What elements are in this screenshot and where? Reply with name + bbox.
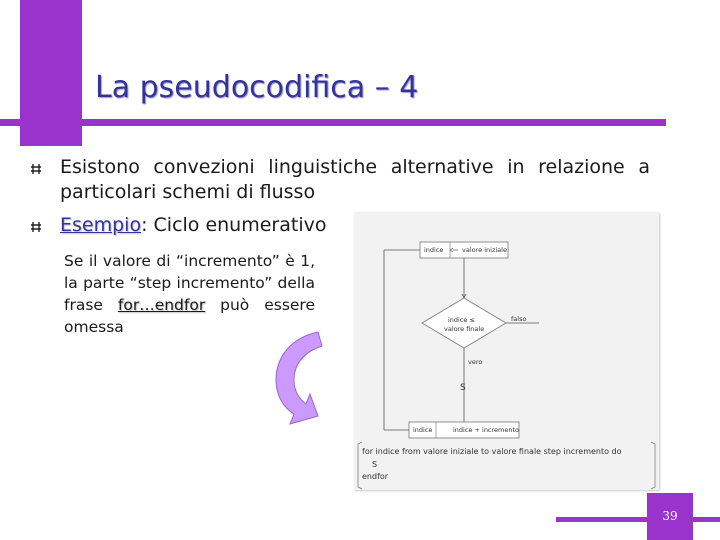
note-line-4: omessa bbox=[64, 318, 124, 336]
svg-text:falso: falso bbox=[511, 315, 527, 323]
example-label: Esempio bbox=[60, 214, 142, 236]
note-line-3: frase for…endfor può essere bbox=[64, 296, 315, 314]
svg-text:vero: vero bbox=[468, 358, 483, 366]
note-line-2: la parte “step incremento” della bbox=[64, 274, 315, 292]
bullet-1-text: Esistono convezioni linguistiche alternative in relazione a particolari schemi di flusso bbox=[60, 156, 650, 203]
svg-text:valore finale: valore finale bbox=[444, 325, 485, 333]
bullet-icon bbox=[31, 221, 41, 233]
code-line-endfor: endfor bbox=[362, 472, 389, 481]
note-text bbox=[64, 250, 315, 338]
flowchart-image bbox=[354, 212, 659, 490]
curved-arrow-icon bbox=[270, 328, 332, 428]
code-line-s: S bbox=[372, 460, 378, 469]
slide-title: La pseudocodifica – 4 bbox=[95, 70, 419, 105]
footer-rule bbox=[556, 517, 720, 522]
for-endfor-keyword: for…endfor bbox=[117, 296, 206, 314]
svg-text:S: S bbox=[460, 383, 466, 393]
svg-text:indice ≤: indice ≤ bbox=[448, 316, 475, 324]
bullet-2 bbox=[60, 213, 326, 238]
bullet-icon bbox=[31, 163, 41, 175]
code-line-for: for indice from valore iniziale to valore finale step incremento do bbox=[362, 447, 622, 456]
page-number: 39 bbox=[647, 493, 693, 540]
svg-text:valore iniziale: valore iniziale bbox=[462, 246, 507, 254]
bullet-2-text: : Ciclo enumerativo bbox=[141, 214, 327, 236]
title-divider bbox=[0, 119, 666, 126]
svg-text:indice: indice bbox=[424, 246, 444, 254]
svg-text:indice: indice bbox=[413, 426, 433, 434]
svg-text:indice + incremento: indice + incremento bbox=[453, 426, 520, 434]
note-line-1: Se il valore di “incremento” è 1, bbox=[64, 252, 315, 270]
